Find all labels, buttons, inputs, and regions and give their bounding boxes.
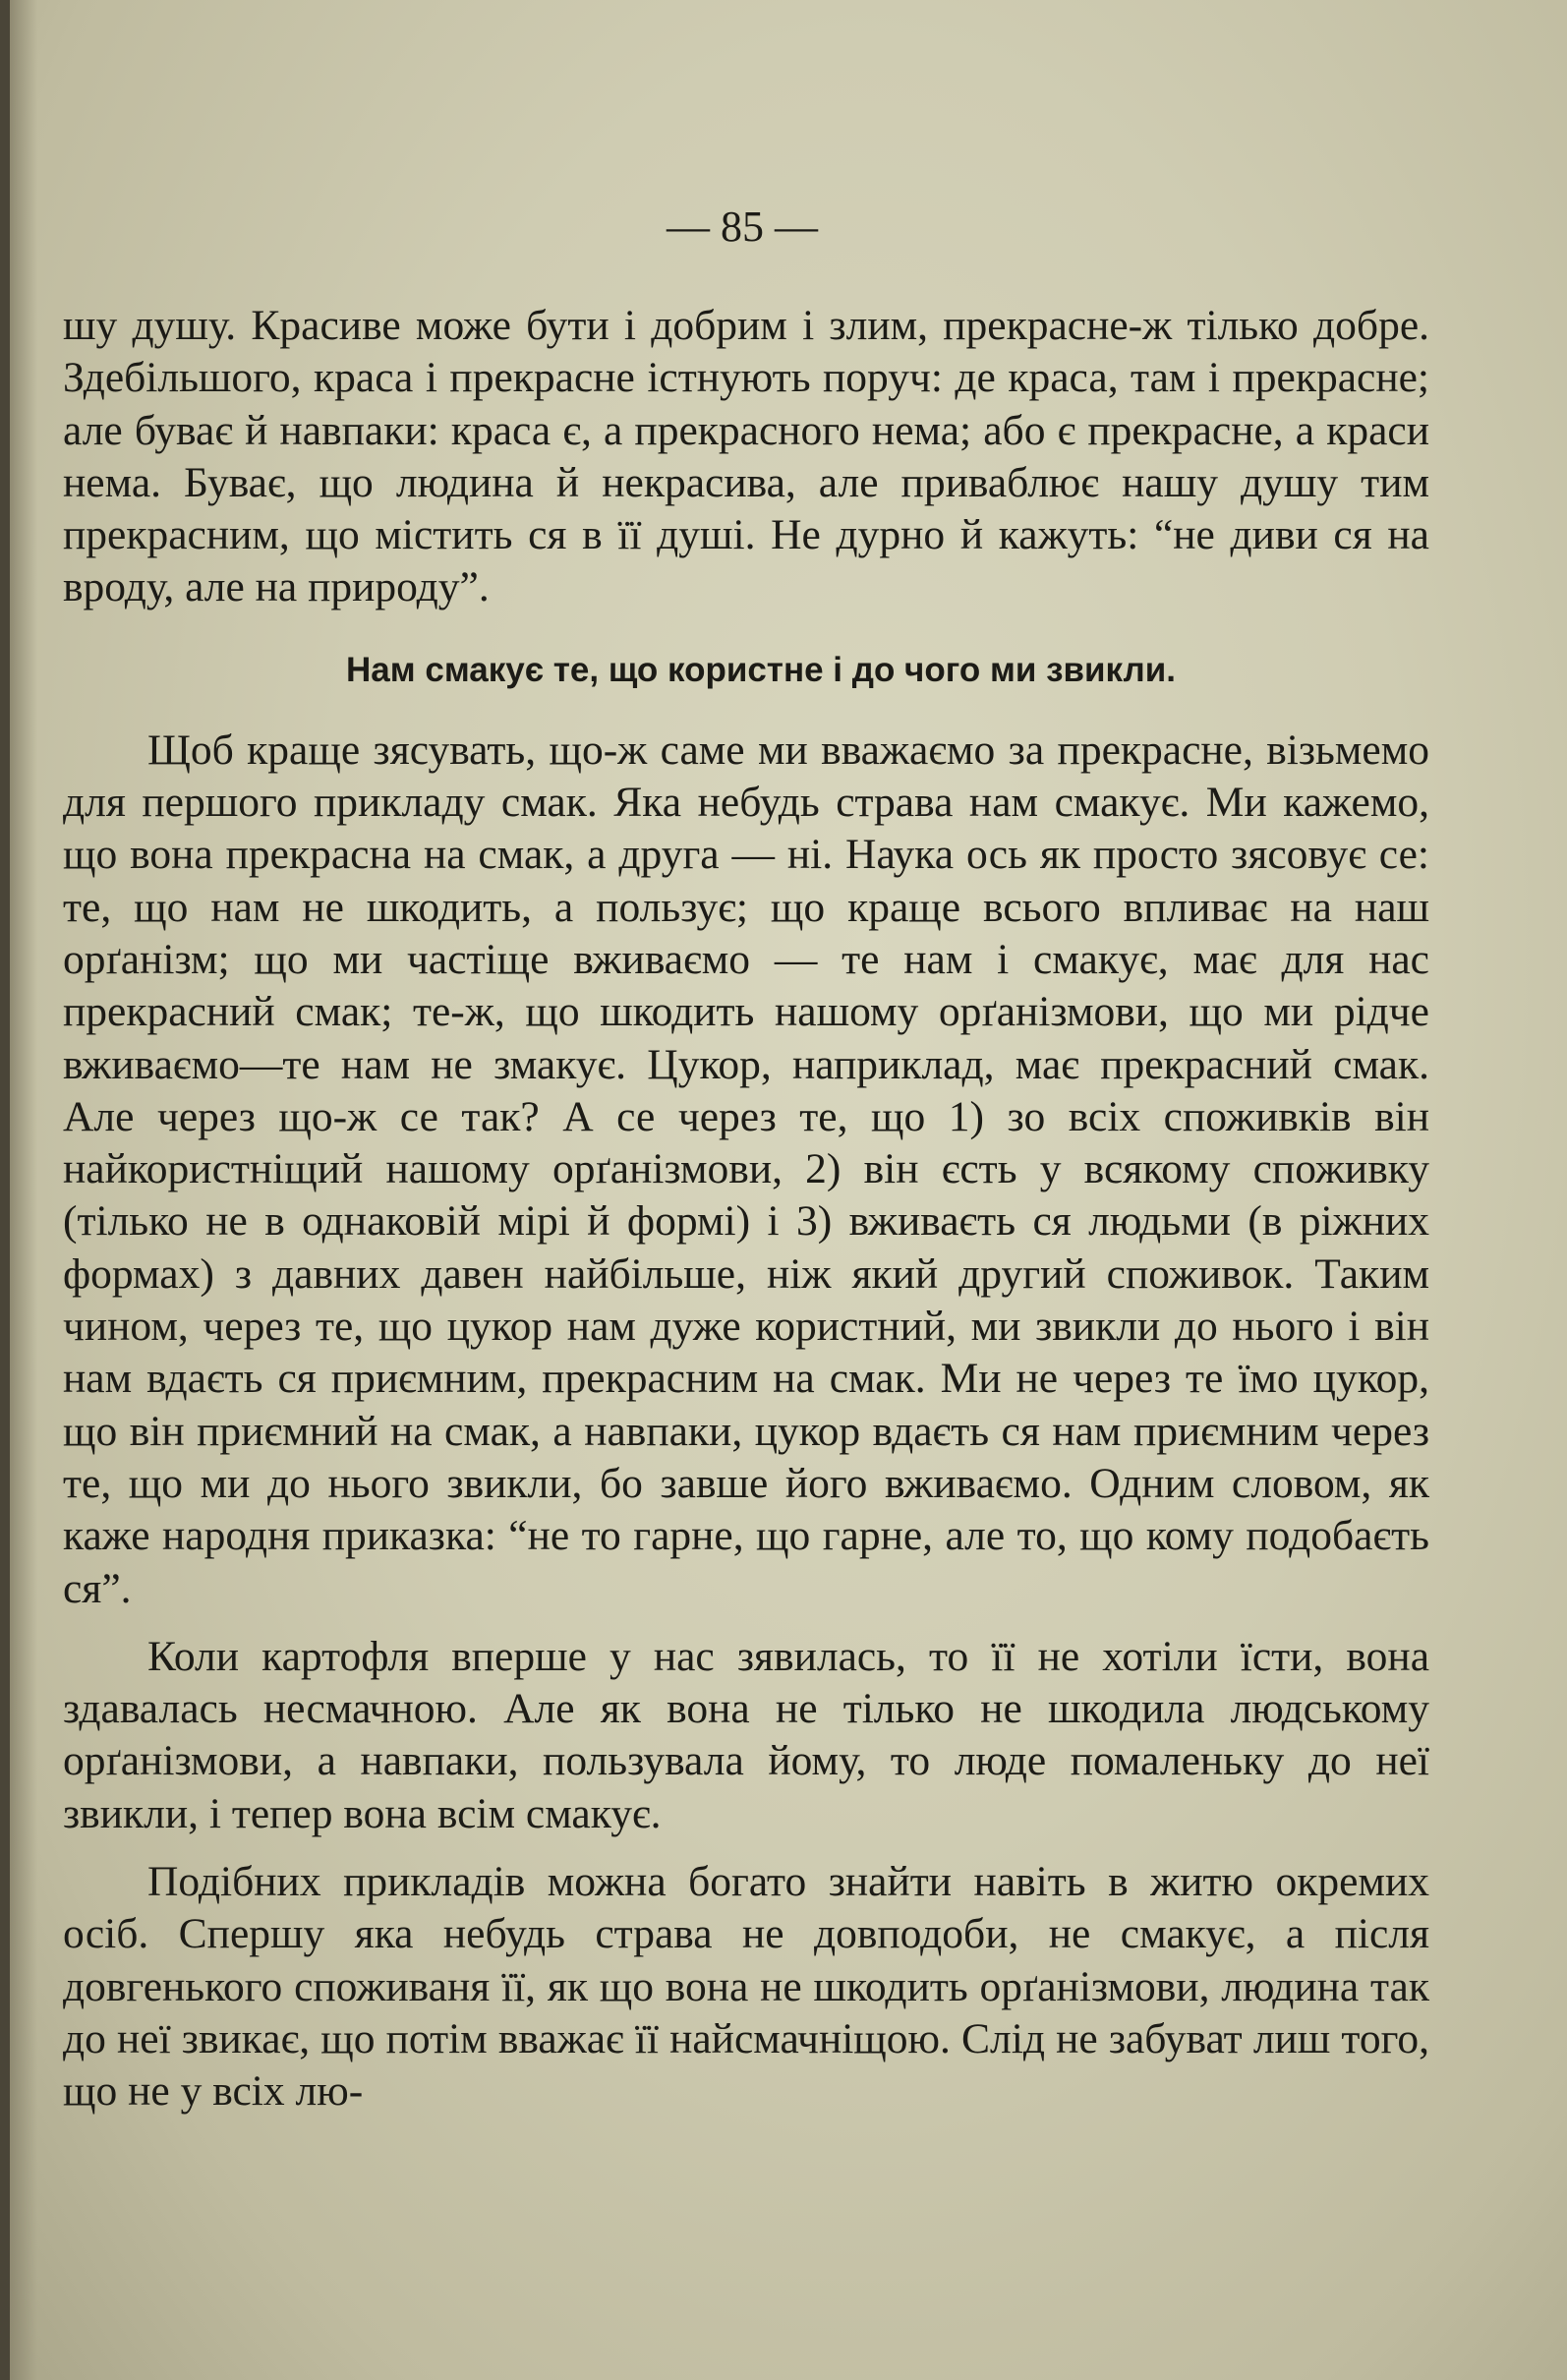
section-heading: Нам смакує те, що користне і до чого ми звикли. xyxy=(346,650,1176,689)
paragraph-continuation: шу душу. Красиве може бути і добрим і злим, прекрасне-ж тілько добре. Здебільшого, краса і прекрасне істнують поруч: де краса, там і прекрасне; але буває й навпаки: краса є, а прекрасного нема; або є прекрасне, а краси нема. Буває, що людина й некрасива, але приваблює нашу душу тим прекрасним, що містить ся в її душі. Не дурно й кажуть: “не диви ся на вроду, але на природу”. xyxy=(63,302,1429,611)
paragraph-examples: Подібних прикладів можна богато знайти навіть в житю окремих осіб. Спершу яка небудь страва не довподоби, не смакує, а після довгенького споживаня її, як що вона не шкодить орґанізмови, людина так до неї звикає, що потім вважає її найсмачніщою. Слід не забуват лиш того, що не у всіх лю- xyxy=(63,1858,1429,2116)
book-page xyxy=(10,0,1567,2380)
page-body xyxy=(63,300,1429,2119)
page-number: — 85 — xyxy=(667,203,818,251)
paragraph-taste: Щоб краще зясувать, що-ж саме ми вважаємо за прекрасне, візьмемо для першого прикладу смак. Яка небудь страва нам смакує. Ми кажемо, що вона прекрасна на смак, а друга — ні. Наука ось як просто зясовує се: те, що нам не шкодить, а пользує; що краще всього впливає на наш орґанізм; що ми частіще вживаємо — те нам і смакує, має для нас прекрасний смак; те-ж, що шкодить нашому орґанізмови, що ми рідче вживаємо—те нам не змакує. Цукор, наприклад, має прекрасний смак. Але через що-ж се так? А се через те, що 1) зо всіх споживків він найкористніщий нашому орґанізмови, 2) він єсть у всякому споживку (тілько не в однаковій мірі й формі) і 3) вживаєть ся людьми (в ріжних формах) з давних давен найбільше, ніж який другий споживок. Таким чином, через те, що цукор нам дуже користний, ми звикли до нього і він нам вдаєть ся приємним, прекрасним на смак. Ми не через те їмо цукор, що він приємний на смак, а навпаки, цукор вдаєть ся нам приємним через те, що ми до нього звикли, бо завше його вживаємо. Одним словом, як каже народня приказка: “не то гарне, що гарне, але то, що кому подобаєть ся”. xyxy=(63,726,1429,1612)
paragraph-potato: Коли картофля вперше у нас зявилась, то її не хотіли їсти, вона здавалась несмачною. Але як вона не тілько не шкодила людському орґанізмови, а навпаки, пользувала йому, то люде помаленьку до неї звикли, і тепер вона всім смакує. xyxy=(63,1632,1429,1837)
